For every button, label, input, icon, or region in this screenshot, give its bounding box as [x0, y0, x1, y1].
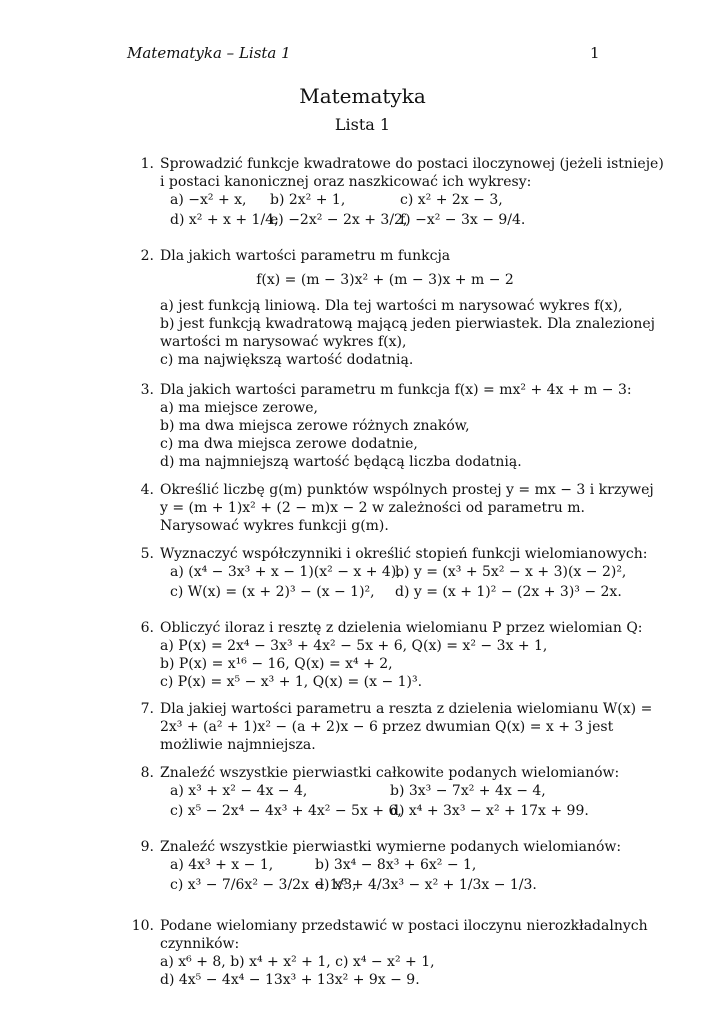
- problem-8: [140, 764, 620, 822]
- display-formula: f(x) = (m − 3)x² + (m − 3)x + m − 2: [256, 272, 514, 288]
- subitems-row: [160, 876, 610, 896]
- problem-line: wartości m narysować wykres f(x),: [160, 334, 407, 350]
- problem-3: [140, 381, 632, 471]
- problem-number: 1.: [140, 156, 154, 172]
- problem-line: możliwie najmniejsza.: [160, 737, 316, 753]
- problem-line: 2x³ + (a² + 1)x² − (a + 2)x − 6 przez dwumian Q(x) = x + 3 jest: [160, 719, 614, 735]
- subitem: f) −x² − 3x − 9/4.: [400, 212, 526, 228]
- problem-line: Podane wielomiany przedstawić w postaci iloczynu nierozkładalnych: [160, 918, 648, 934]
- subitem: b) 2x² + 1,: [270, 192, 346, 208]
- problem-2: [140, 247, 656, 369]
- problem-5: [140, 545, 648, 603]
- subitems-row: [160, 563, 627, 583]
- problem-number: 9.: [140, 839, 154, 855]
- problem-number: 6.: [140, 620, 154, 636]
- problem-text: Sprowadzić funkcje kwadratowe do postaci iloczynowej (jeżeli istnieje): [160, 156, 664, 172]
- problem-line: a) ma miejsce zerowe,: [160, 400, 318, 416]
- problem-1: [140, 155, 664, 231]
- problem-line: b) P(x) = x¹⁶ − 16, Q(x) = x⁴ + 2,: [160, 656, 393, 672]
- problem-line: a) P(x) = 2x⁴ − 3x³ + 4x² − 5x + 6, Q(x) = x² − 3x + 1,: [160, 638, 548, 654]
- problem-line: Określić liczbę g(m) punktów wspólnych prostej y = mx − 3 i krzywej: [160, 482, 654, 498]
- problem-line: a) x⁶ + 8, b) x⁴ + x² + 1, c) x⁴ − x² + 1,: [160, 954, 435, 970]
- problem-text: Znaleźć wszystkie pierwiastki całkowite podanych wielomianów:: [160, 765, 620, 781]
- subitem: d) x⁵ + 4/3x³ − x² + 1/3x − 1/3.: [315, 877, 537, 893]
- problem-line: Dla jakiej wartości parametru a reszta z dzielenia wielomianu W(x) =: [160, 701, 653, 717]
- problem-4: [140, 481, 654, 535]
- problem-line: Obliczyć iloraz i resztę z dzielenia wielomianu P przez wielomian Q:: [160, 620, 643, 636]
- problem-number: 2.: [140, 248, 154, 264]
- problem-line: Narysować wykres funkcji g(m).: [160, 518, 389, 534]
- subitem: c) W(x) = (x + 2)³ − (x − 1)²,: [170, 584, 375, 600]
- subitem: d) x² + x + 1/4,: [170, 212, 279, 228]
- problem-text: i postaci kanonicznej oraz naszkicować ich wykresy:: [160, 174, 532, 190]
- subitem: c) x⁵ − 2x⁴ − 4x³ + 4x² − 5x + 6,: [170, 803, 402, 819]
- problem-9: [140, 838, 622, 896]
- problem-7: [140, 700, 653, 754]
- problem-line: b) jest funkcją kwadratową mającą jeden pierwiastek. Dla znalezionej: [160, 316, 656, 332]
- subitems-row: [160, 583, 622, 603]
- subitems-row: [160, 856, 610, 876]
- subitem: b) 3x³ − 7x² + 4x − 4,: [390, 783, 546, 799]
- document-subtitle: Lista 1: [334, 115, 391, 134]
- subitem: a) x³ + x² − 4x − 4,: [170, 783, 308, 799]
- subitem: a) 4x³ + x − 1,: [170, 857, 274, 873]
- subitems-row: [160, 802, 610, 822]
- subitem: b) 3x⁴ − 8x³ + 6x² − 1,: [315, 857, 477, 873]
- problem-line: a) jest funkcją liniową. Dla tej wartości m narysować wykres f(x),: [160, 298, 623, 314]
- subitem: d) x⁴ + 3x³ − x² + 17x + 99.: [390, 803, 589, 819]
- subitem: d) y = (x + 1)² − (2x + 3)³ − 2x.: [395, 584, 622, 600]
- problem-number: 7.: [140, 701, 154, 717]
- problem-number: 10.: [131, 918, 154, 934]
- subitem: c) x² + 2x − 3,: [400, 192, 503, 208]
- problem-line: d) ma najmniejszą wartość będącą liczba dodatnią.: [160, 454, 522, 470]
- problem-line: d) 4x⁵ − 4x⁴ − 13x³ + 13x² + 9x − 9.: [160, 972, 420, 988]
- subitems-row: [160, 782, 610, 802]
- problem-number: 5.: [140, 546, 154, 562]
- subitems-row: [160, 211, 610, 231]
- problem-line: c) ma największą wartość dodatnią.: [160, 352, 414, 368]
- problem-text: Znaleźć wszystkie pierwiastki wymierne podanych wielomianów:: [160, 839, 622, 855]
- problem-number: 4.: [140, 482, 154, 498]
- problem-text: Dla jakich wartości parametru m funkcja: [160, 248, 451, 264]
- problem-10: [131, 917, 648, 989]
- subitem: a) (x⁴ − 3x³ + x − 1)(x² − x + 4),: [170, 564, 401, 580]
- document-title: Matematyka: [299, 84, 426, 108]
- problem-number: 3.: [140, 382, 154, 398]
- subitem: b) y = (x³ + 5x² − x + 3)(x − 2)²,: [395, 564, 627, 580]
- problem-line: c) P(x) = x⁵ − x³ + 1, Q(x) = (x − 1)³.: [160, 674, 423, 690]
- page-number: 1: [590, 44, 600, 62]
- problem-line: czynników:: [160, 936, 240, 952]
- problem-line: b) ma dwa miejsca zerowe różnych znaków,: [160, 418, 470, 434]
- subitem: a) −x² + x,: [170, 192, 247, 208]
- problem-number: 8.: [140, 765, 154, 781]
- running-header: Matematyka – Lista 1: [127, 44, 291, 62]
- problem-line: y = (m + 1)x² + (2 − m)x − 2 w zależności od parametru m.: [160, 500, 585, 516]
- subitem: c) x³ − 7/6x² − 3/2x − 1/3,: [170, 877, 357, 893]
- subitem: e) −2x² − 2x + 3/2,: [270, 212, 408, 228]
- problem-line: Dla jakich wartości parametru m funkcja f(x) = mx² + 4x + m − 3:: [160, 382, 632, 398]
- subitems-row: [160, 191, 610, 211]
- problem-line: c) ma dwa miejsca zerowe dodatnie,: [160, 436, 418, 452]
- problem-6: [140, 619, 643, 691]
- problem-text: Wyznaczyć współczynniki i określić stopień funkcji wielomianowych:: [160, 546, 648, 562]
